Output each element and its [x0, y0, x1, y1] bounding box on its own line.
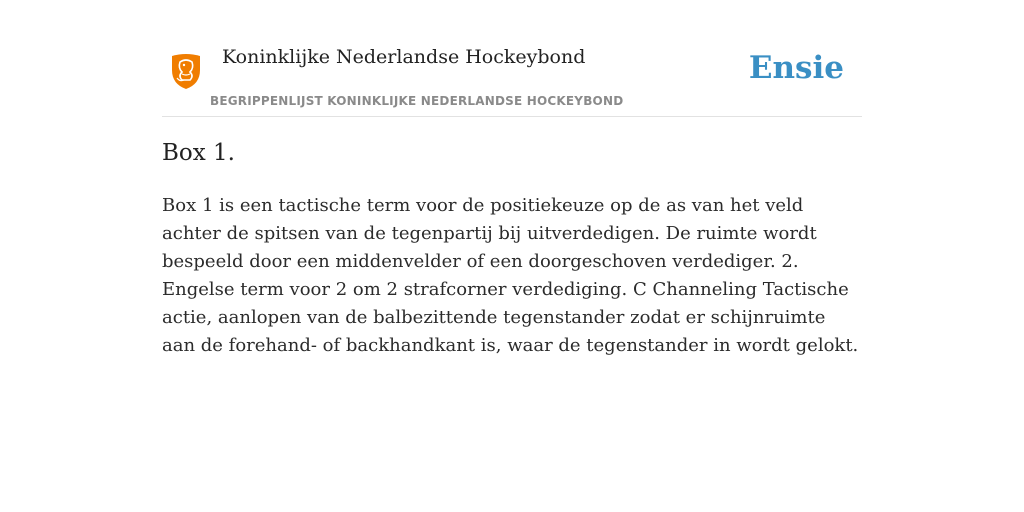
lion-shield-icon: [168, 52, 204, 90]
ensie-logo-link[interactable]: Ensie: [748, 50, 844, 86]
glossary-subtitle[interactable]: BEGRIPPENLIJST KONINKLIJKE NEDERLANDSE HOCKEYBOND: [210, 94, 624, 108]
term-definition: Box 1 is een tactische term voor de positiekeuze op de as van het veld achter de spitsen van de tegenpartij bij uitverdedigen. De ruimte wordt bespeeld door een middenvelder of een doorgeschoven verdediger. 2. Engelse term voor 2 om 2 strafcorner verdediging. C Channeling Tactische actie, aanlopen van de balbezittende tegenstander zodat er schijnruimte aan de forehand- of backhandkant is, waar de tegenstander in wordt gelokt.: [162, 195, 859, 356]
header: [162, 40, 862, 117]
term-title: Box 1.: [162, 140, 235, 166]
organization-name: Koninklijke Nederlandse Hockeybond: [222, 46, 586, 68]
